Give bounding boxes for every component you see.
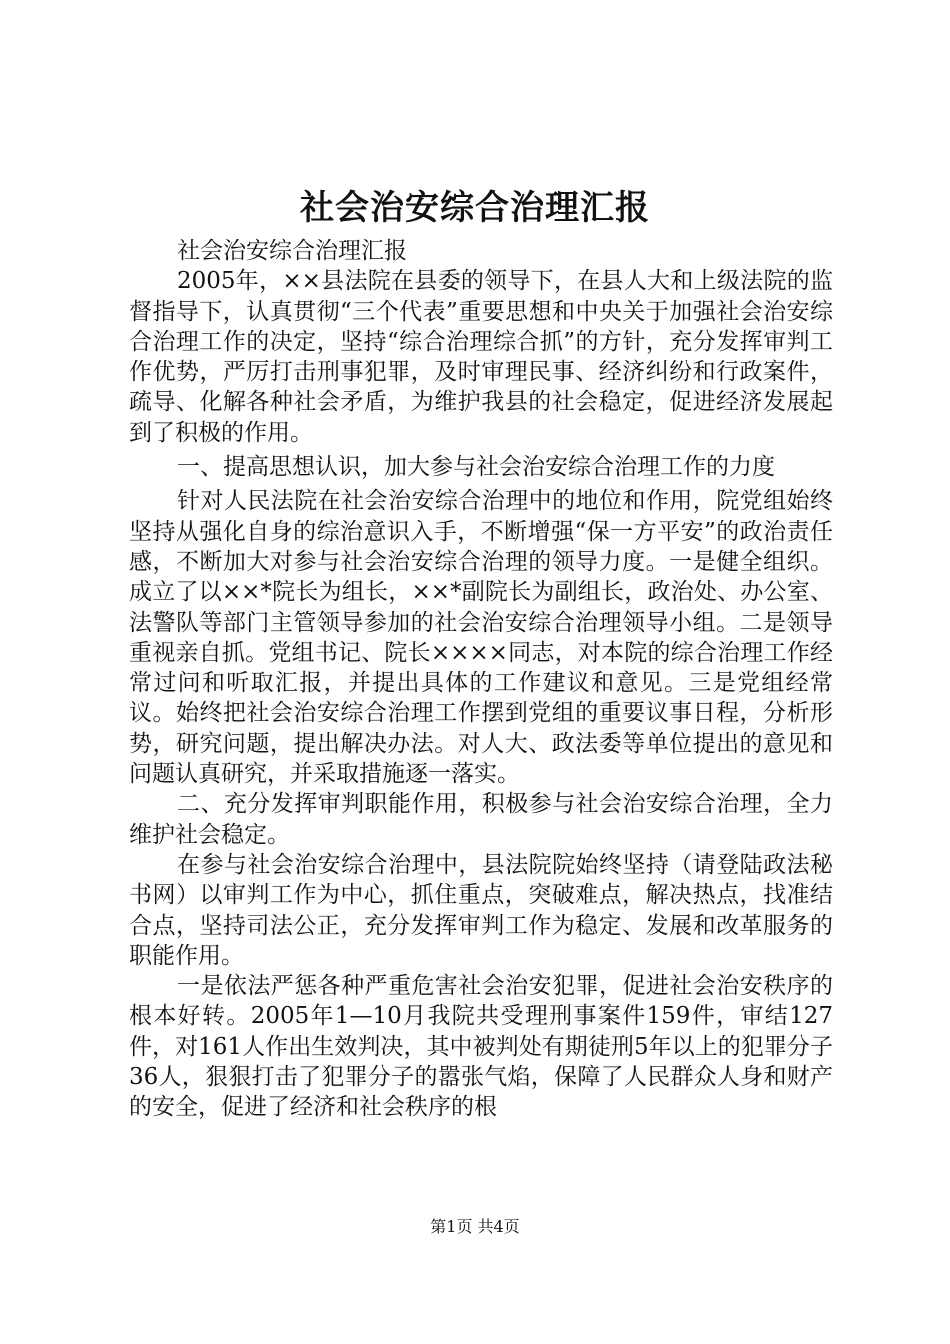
paragraph-point-1: 一是依法严惩各种严重危害社会治安犯罪，促进社会治安秩序的根本好转。2005年1—10月我院共受理刑事案件159件，审结127件，对161人作出生效判决，其中被判处有期徒刑5年以上的犯罪分子36人，狠狠打击了犯罪分子的嚣张气焰，保障了人民群众人身和财产的安全，促进了经济和社会秩序的根 — [129, 973, 833, 1121]
page-number-footer: 第1页 共4页 — [430, 1217, 520, 1236]
document-title: 社会治安综合治理汇报 — [300, 188, 650, 228]
section-heading-1: 一、提高思想认识，加大参与社会治安综合治理工作的力度 — [177, 454, 775, 481]
paragraph-section-1: 针对人民法院在社会治安综合治理中的地位和作用，院党组始终坚持从强化自身的综治意识入手，不断增强“保一方平安”的政治责任感，不断加大对参与社会治安综合治理的领导力度。一是健全组织。成立了以××*院长为组长，××*副院长为副组长，政治处、办公室、法警队等部门主管领导参加的社会治安综合治理领导小组。二是领导重视亲自抓。党组书记、院长××××同志，对本院的综合治理工作经常过问和听取汇报，并提出具体的工作建议和意见。三是党组经常议。始终把社会治安综合治理工作摆到党组的重要议事日程，分析形势，研究问题，提出解决办法。对人大、政法委等单位提出的意见和问题认真研究，并采取措施逐一落实。 — [129, 488, 833, 788]
paragraph-intro: 2005年，××县法院在县委的领导下，在县人大和上级法院的监督指导下，认真贯彻“三个代表”重要思想和中央关于加强社会治安综合治理工作的决定，坚持“综合治理综合抓”的方针，充分发挥审判工作优势，严厉打击刑事犯罪，及时审理民事、经济纠纷和行政案件，疏导、化解各种社会矛盾，为维护我县的社会稳定，促进经济发展起到了积极的作用。 — [129, 268, 833, 446]
document-body — [129, 236, 833, 1123]
paragraph-subtitle: 社会治安综合治理汇报 — [177, 238, 407, 264]
paragraph-section-2: 在参与社会治安综合治理中，县法院院始终坚持（请登陆政法秘书网）以审判工作为中心，抓住重点，突破难点，解决热点，找准结合点，坚持司法公正，充分发挥审判工作为稳定、发展和改革服务的职能作用。 — [129, 851, 833, 969]
section-heading-2: 二、充分发挥审判职能作用，积极参与社会治安综合治理，全力维护社会稳定。 — [129, 791, 833, 848]
